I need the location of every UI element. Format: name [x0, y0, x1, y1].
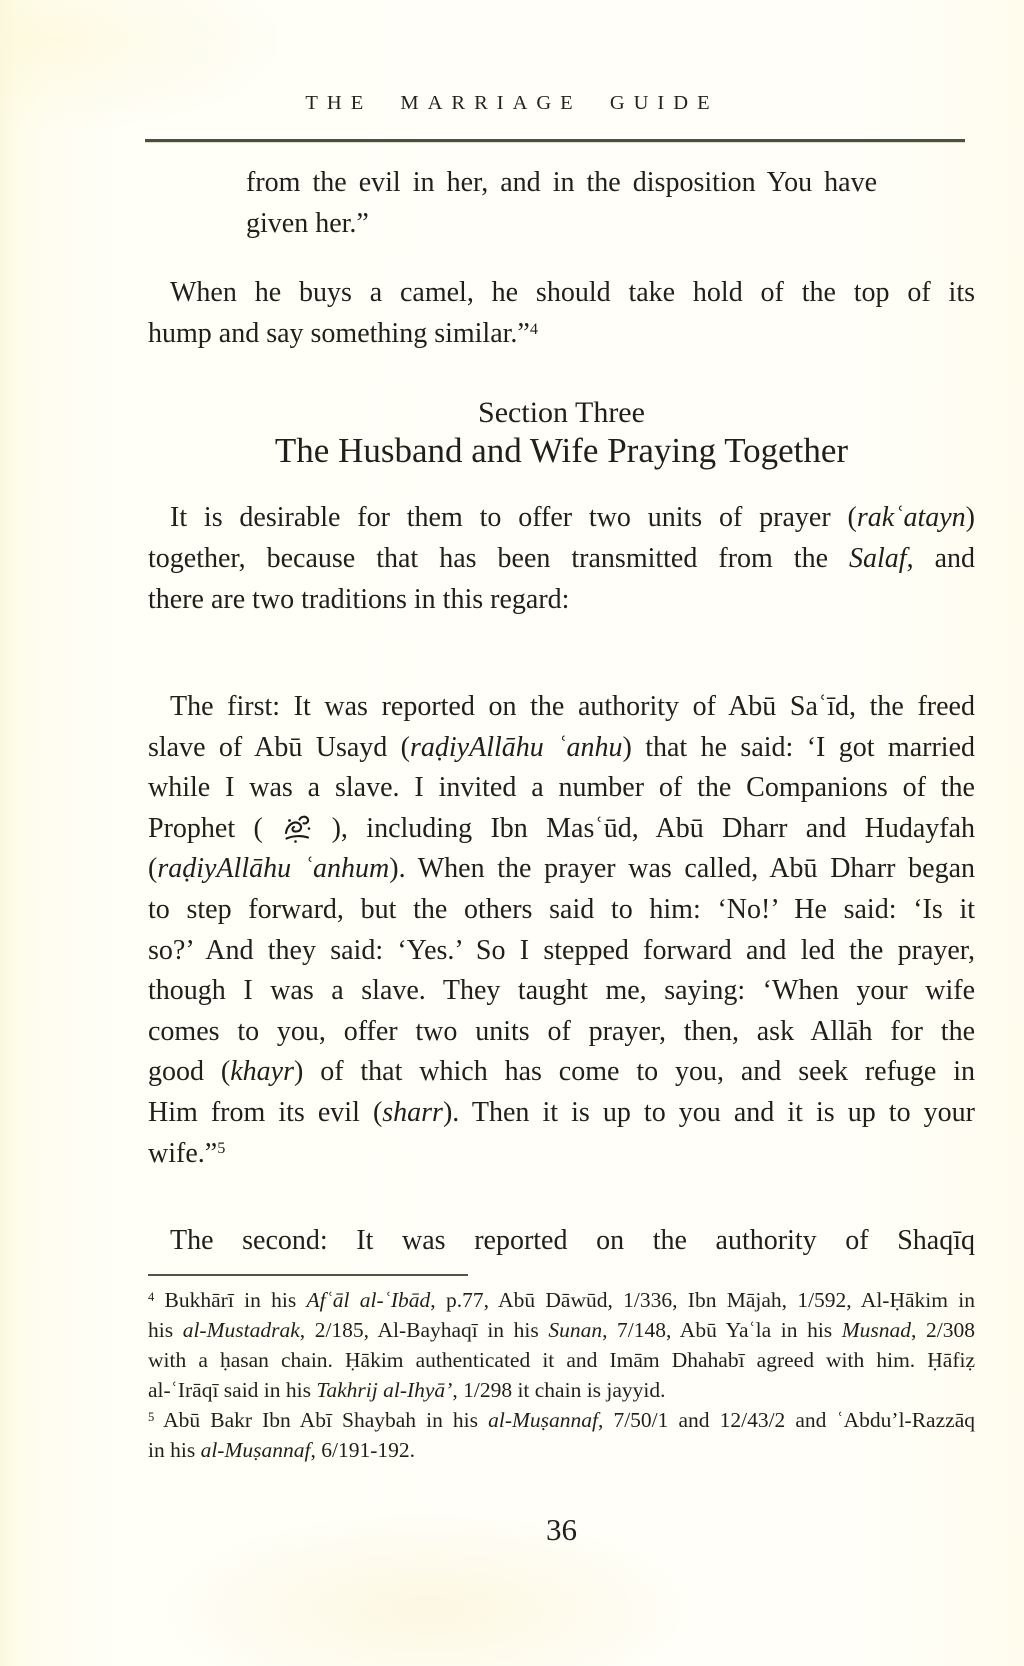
body-line: It is desirable for them to offer two units of prayer (rakʿatayn)	[170, 502, 975, 533]
footnote-line: in his al-Muṣannaf, 6/191-192.	[148, 1438, 415, 1462]
page-number: 36	[546, 1512, 577, 1547]
footnote-line: with a ḥasan chain. Ḥākim authenticated it and Imām Dhahabī agreed with him. Ḥāfiẓ	[148, 1348, 975, 1372]
body-line: Prophet ( ), including Ibn Masʿūd, Abū Dharr and Hudayfah	[148, 812, 976, 844]
body-line: hump and say something similar.”$^4$	[148, 318, 538, 349]
body-line: Him from its evil (sharr). Then it is up to you and it is up to your	[148, 1096, 975, 1128]
body-line: comes to you, offer two units of prayer, then, ask Allāh for the	[148, 1015, 975, 1047]
footnote-5	[148, 1405, 975, 1465]
body-line: When he buys a camel, he should take hold of the top of its	[170, 277, 975, 308]
body-line: there are two traditions in this regard:	[148, 584, 570, 615]
paragraph-intro	[148, 497, 975, 620]
header-rule	[145, 139, 965, 142]
prophet-honorific-icon	[282, 812, 312, 844]
body-line: good (khayr) of that which has come to you, and seek refuge in	[148, 1056, 976, 1088]
body-line: so?’ And they said: ‘Yes.’ So I stepped forward and led the prayer,	[148, 934, 975, 966]
section-title: The Husband and Wife Praying Together	[274, 431, 849, 470]
footnote-4	[148, 1285, 975, 1405]
footnote-line: $^4$ Bukhārī in his Afʿāl al-ʿIbād, p.77, Abū Dāwūd, 1/336, Ibn Mājah, 1/592, Al-Ḥākim in	[148, 1288, 975, 1312]
footnote-line: al-ʿIrāqī said in his Takhrij al-Ihyā’, 1/298 it chain is jayyid.	[148, 1378, 666, 1402]
body-line: to step forward, but the others said to him: ‘No!’ He said: ‘Is it	[148, 893, 975, 925]
quote-line: from the evil in her, and in the disposition You have	[246, 167, 877, 198]
paragraph-second-tradition	[148, 1220, 975, 1261]
body-line: (raḍiyAllāhu ʿanhum). When the prayer was called, Abū Dharr began	[148, 853, 975, 885]
footnote-line: his al-Mustadrak, 2/185, Al-Bayhaqī in his Sunan, 7/148, Abū Yaʿla in his Musnad, 2/308	[148, 1318, 975, 1342]
body-line: The second: It was reported on the authority of Shaqīq	[170, 1225, 975, 1256]
running-header-title: THE MARRIAGE GUIDE	[305, 92, 719, 114]
body-line: wife.”$^5$	[148, 1137, 226, 1169]
body-line: though I was a slave. They taught me, saying: ‘When your wife	[148, 975, 975, 1007]
body-line: The first: It was reported on the authority of Abū Saʿīd, the freed	[170, 691, 975, 722]
paragraph-first-tradition	[148, 687, 975, 1174]
body-line: slave of Abū Usayd (raḍiyAllāhu ʿanhu) that he said: ‘I got married	[148, 731, 975, 763]
body-line: while I was a slave. I invited a number of the Companions of the	[148, 772, 975, 804]
paragraph-camel	[148, 272, 975, 354]
section-kicker: Section Three	[478, 396, 645, 429]
quote-line: given her.”	[246, 208, 369, 239]
body-line: together, because that has been transmitted from the Salaf, and	[148, 543, 975, 574]
footnote-separator-rule	[148, 1274, 468, 1276]
footnote-line: $^5$ Abū Bakr Ibn Abī Shaybah in his al-Muṣannaf, 7/50/1 and 12/43/2 and ʿAbdu’l-Razzāq	[148, 1408, 975, 1432]
quoted-supplication-block	[246, 162, 877, 244]
